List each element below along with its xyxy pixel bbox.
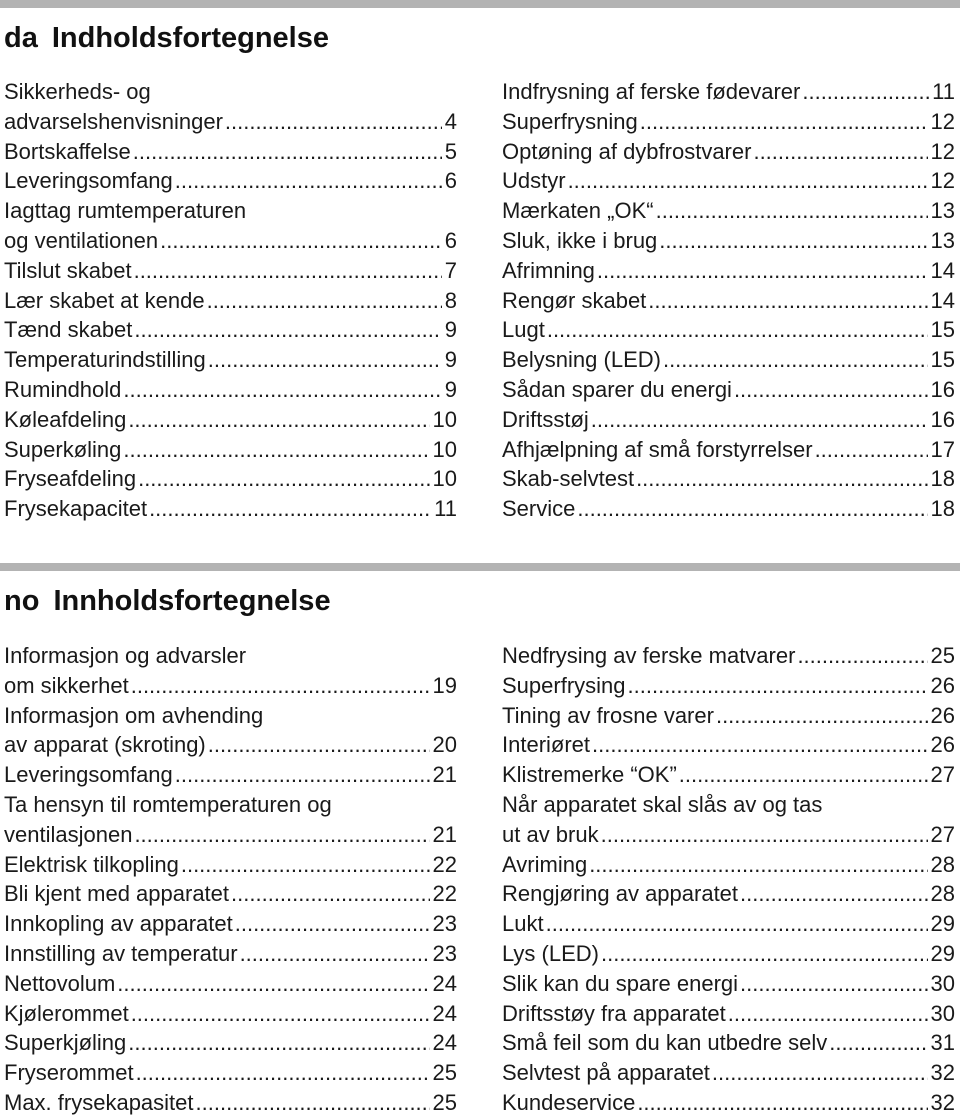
language-code: da <box>4 22 38 54</box>
dot-leader <box>740 969 927 999</box>
dot-leader <box>208 730 430 760</box>
dot-leader <box>712 1058 928 1088</box>
dot-leader <box>591 405 928 435</box>
toc-entry-page: 26 <box>930 672 955 698</box>
toc-entry[interactable] <box>4 226 457 256</box>
toc-entry-page: 7 <box>444 257 457 283</box>
toc-entry-title: Slik kan du spare energi <box>502 970 739 996</box>
toc-entry-title: Fryseafdeling <box>4 466 137 492</box>
toc-title: Innholdsfortegnelse <box>53 585 331 617</box>
toc-entry-title: Små feil som du kan utbedre selv <box>502 1030 828 1056</box>
dot-leader <box>663 345 928 375</box>
toc-entry[interactable] <box>502 345 955 375</box>
toc-entry-title: Elektrisk tilkopling <box>4 851 179 877</box>
toc-entry-page: 31 <box>930 1030 955 1056</box>
toc-entry[interactable] <box>502 701 955 731</box>
toc-entry-title: Udstyr <box>502 168 566 194</box>
toc-entry-title: Rengjøring av apparatet <box>502 881 739 907</box>
dot-leader <box>577 494 927 524</box>
toc-entry-title: Tining av frosne varer <box>502 702 714 728</box>
toc-entry-page: 23 <box>432 940 457 966</box>
dot-leader <box>597 256 928 286</box>
toc-entry-page: 32 <box>930 1089 955 1115</box>
dot-leader <box>753 137 927 167</box>
toc-entry-page: 15 <box>930 317 955 343</box>
dot-leader <box>547 315 928 345</box>
toc-entry-title: Superfrysning <box>502 108 638 134</box>
dot-leader <box>131 999 430 1029</box>
dot-leader <box>601 939 928 969</box>
toc-entry-page: 18 <box>930 466 955 492</box>
toc-entry-title: Innkopling av apparatet <box>4 911 233 937</box>
toc-entry[interactable] <box>4 641 457 671</box>
toc-entry-title: Rengør skabet <box>502 287 647 313</box>
dot-leader <box>133 137 442 167</box>
toc-column-left <box>4 77 457 524</box>
toc-entry[interactable] <box>4 107 457 137</box>
toc-entry-title: Superkøling <box>4 436 122 462</box>
toc-entry-title: Afhjælpning af små forstyrrelser <box>502 436 813 462</box>
dot-leader <box>149 494 431 524</box>
dot-leader <box>829 1028 927 1058</box>
toc-entry-page: 30 <box>930 1000 955 1026</box>
toc-entry[interactable] <box>4 850 457 880</box>
toc-entry-page: 30 <box>930 970 955 996</box>
dot-leader <box>181 850 430 880</box>
toc-entry[interactable] <box>502 730 955 760</box>
toc-entry-title: Afrimning <box>502 257 595 283</box>
dot-leader <box>131 671 430 701</box>
dot-leader <box>802 77 929 107</box>
toc-entry-page: 13 <box>930 227 955 253</box>
toc-entry-title: Mærkaten „OK“ <box>502 198 654 224</box>
toc-entry-title: Sikkerheds- og <box>4 79 151 104</box>
toc-entry-page: 8 <box>444 287 457 313</box>
toc-entry[interactable] <box>502 256 955 286</box>
toc-entry[interactable] <box>502 820 955 850</box>
toc-entry-page: 26 <box>930 702 955 728</box>
toc-entry-title: Lukt <box>502 911 544 937</box>
toc-entry[interactable] <box>4 879 457 909</box>
toc-entry-title: Klistremerke “OK” <box>502 762 677 788</box>
toc-entry-title: Når apparatet skal slås av og tas <box>502 791 823 817</box>
dot-leader <box>196 1088 430 1118</box>
dot-leader <box>815 435 928 465</box>
toc-entry-page: 32 <box>930 1060 955 1086</box>
toc-entry-page: 6 <box>444 168 457 194</box>
toc-entry[interactable] <box>4 196 457 226</box>
toc-entry[interactable] <box>502 435 955 465</box>
toc-entry[interactable] <box>4 939 457 969</box>
toc-entry[interactable] <box>502 939 955 969</box>
toc-entry-title: og ventilationen <box>4 227 159 253</box>
toc-entry-page: 27 <box>930 762 955 788</box>
toc-title: Indholdsfortegnelse <box>51 22 329 54</box>
toc-entry-page: 29 <box>930 911 955 937</box>
toc-entry-page: 10 <box>432 436 457 462</box>
toc-entry-title: Superfrysing <box>502 672 626 698</box>
dot-leader <box>797 641 927 671</box>
toc-entry-page: 19 <box>432 672 457 698</box>
language-code: no <box>4 585 40 617</box>
toc-entry-page: 24 <box>432 970 457 996</box>
toc-entry-title: Nettovolum <box>4 970 116 996</box>
toc-entry-title: ut av bruk <box>502 821 599 847</box>
section-heading-no <box>4 585 331 618</box>
dot-leader <box>117 969 429 999</box>
toc-entry-title: Leveringsomfang <box>4 762 173 788</box>
toc-entry-title: Iagttag rumtemperaturen <box>4 198 247 224</box>
toc-entry[interactable] <box>4 999 457 1029</box>
toc-entry-title: Lys (LED) <box>502 940 599 966</box>
toc-entry-page: 18 <box>930 496 955 522</box>
toc-entry-title: Køleafdeling <box>4 406 127 432</box>
toc-entry[interactable] <box>502 494 955 524</box>
toc-entry[interactable] <box>4 166 457 196</box>
dot-leader <box>568 166 928 196</box>
dot-leader <box>134 315 441 345</box>
toc-entry[interactable] <box>4 375 457 405</box>
dot-leader <box>592 730 927 760</box>
dot-leader <box>225 107 442 137</box>
dot-leader <box>175 760 430 790</box>
dot-leader <box>207 286 442 316</box>
toc-entry-title: Kjølerommet <box>4 1000 129 1026</box>
dot-leader <box>160 226 442 256</box>
toc-entry-page: 21 <box>432 762 457 788</box>
toc-entry[interactable] <box>502 671 955 701</box>
toc-entry-title: Belysning (LED) <box>502 347 661 373</box>
toc-entry-title: advarselshenvisninger <box>4 108 223 134</box>
dot-leader <box>138 464 429 494</box>
toc-entry-title: Bortskaffelse <box>4 138 131 164</box>
toc-entry-title: Lær skabet at kende <box>4 287 205 313</box>
section-divider-da <box>0 0 960 8</box>
toc-entry[interactable] <box>502 879 955 909</box>
dot-leader <box>728 999 928 1029</box>
dot-leader <box>679 760 928 790</box>
toc-entry-title: Interiøret <box>502 732 591 758</box>
toc-entry[interactable] <box>4 1088 457 1118</box>
toc-entry[interactable] <box>4 286 457 316</box>
toc-entry-page: 28 <box>930 881 955 907</box>
toc-entry-page: 14 <box>930 257 955 283</box>
toc-entry[interactable] <box>4 77 457 107</box>
dot-leader <box>656 196 928 226</box>
toc-entry-title: Selvtest på apparatet <box>502 1060 710 1086</box>
toc-entry[interactable] <box>502 286 955 316</box>
dot-leader <box>240 939 430 969</box>
toc-entry[interactable] <box>502 464 955 494</box>
toc-entry-title: Fryserommet <box>4 1060 134 1086</box>
toc-entry[interactable] <box>502 641 955 671</box>
toc-entry-title: Max. frysekapasitet <box>4 1089 194 1115</box>
toc-entry[interactable] <box>4 345 457 375</box>
toc-entry-page: 11 <box>434 496 457 522</box>
toc-entry[interactable] <box>502 226 955 256</box>
dot-leader <box>636 464 927 494</box>
dot-leader <box>123 435 429 465</box>
toc-entry-page: 22 <box>432 851 457 877</box>
toc-entry-page: 21 <box>432 821 457 847</box>
toc-entry[interactable] <box>502 760 955 790</box>
toc-entry[interactable] <box>4 701 457 731</box>
toc-entry-page: 10 <box>432 466 457 492</box>
toc-entry[interactable] <box>502 909 955 939</box>
toc-entry-page: 15 <box>930 347 955 373</box>
section-divider-no <box>0 563 960 571</box>
toc-entry-page: 25 <box>930 643 955 668</box>
toc-entry-page: 12 <box>930 138 955 164</box>
dot-leader <box>740 879 927 909</box>
toc-entry-title: Informasjon om avhending <box>4 702 264 728</box>
toc-entry-page: 14 <box>930 287 955 313</box>
toc-entry[interactable] <box>4 790 457 820</box>
toc-entry[interactable] <box>4 137 457 167</box>
toc-column-right <box>502 77 955 524</box>
toc-entry-page: 10 <box>432 406 457 432</box>
toc-entry-page: 5 <box>444 138 457 164</box>
toc-entry[interactable] <box>4 730 457 760</box>
toc-entry-title: Innstilling av temperatur <box>4 940 238 966</box>
dot-leader <box>134 256 442 286</box>
toc-entry-title: Indfrysning af ferske fødevarer <box>502 79 801 104</box>
toc-entry-title: Tilslut skabet <box>4 257 132 283</box>
toc-entry-title: Skab-selvtest <box>502 466 635 492</box>
toc-entry[interactable] <box>502 166 955 196</box>
toc-entry-title: Lugt <box>502 317 545 343</box>
toc-entry-title: Tænd skabet <box>4 317 133 343</box>
toc-entry-title: Optøning af dybfrostvarer <box>502 138 752 164</box>
toc-entry[interactable] <box>502 107 955 137</box>
toc-entry[interactable] <box>4 820 457 850</box>
toc-entry-page: 16 <box>930 406 955 432</box>
dot-leader <box>235 909 430 939</box>
toc-entry-title: om sikkerhet <box>4 672 129 698</box>
section-heading-da <box>4 22 329 55</box>
dot-leader <box>123 375 441 405</box>
toc-entry-page: 17 <box>930 436 955 462</box>
toc-entry-page: 27 <box>930 821 955 847</box>
toc-entry[interactable] <box>4 671 457 701</box>
toc-entry-title: Bli kjent med apparatet <box>4 881 230 907</box>
toc-entry-title: Sådan sparer du energi <box>502 376 732 402</box>
toc-entry[interactable] <box>502 196 955 226</box>
toc-entry[interactable] <box>4 435 457 465</box>
toc-entry-page: 11 <box>932 79 955 104</box>
toc-entry[interactable] <box>4 1028 457 1058</box>
toc-entry-title: Driftsstøy fra apparatet <box>502 1000 726 1026</box>
toc-entry[interactable] <box>4 256 457 286</box>
toc-entry-page: 12 <box>930 108 955 134</box>
toc-entry[interactable] <box>4 1058 457 1088</box>
toc-entry-title: Temperaturindstilling <box>4 347 206 373</box>
dot-leader <box>128 1028 429 1058</box>
toc-entry-title: av apparat (skroting) <box>4 732 206 758</box>
toc-entry-page: 20 <box>432 732 457 758</box>
toc-entry-title: Rumindhold <box>4 376 122 402</box>
toc-entry-page: 9 <box>444 347 457 373</box>
toc-entry-title: Frysekapacitet <box>4 496 148 522</box>
toc-entry-page: 6 <box>444 227 457 253</box>
toc-entry[interactable] <box>502 1088 955 1118</box>
toc-entry-page: 12 <box>930 168 955 194</box>
toc-entry[interactable] <box>502 405 955 435</box>
toc-entry-page: 25 <box>432 1060 457 1086</box>
toc-entry[interactable] <box>502 1058 955 1088</box>
dot-leader <box>734 375 928 405</box>
toc-entry[interactable] <box>502 1028 955 1058</box>
toc-entry-page: 22 <box>432 881 457 907</box>
dot-leader <box>601 820 928 850</box>
toc-entry-page: 9 <box>444 317 457 343</box>
dot-leader <box>128 405 429 435</box>
dot-leader <box>659 226 927 256</box>
toc-entry[interactable] <box>4 760 457 790</box>
toc-entry[interactable] <box>4 909 457 939</box>
dot-leader <box>589 850 927 880</box>
toc-entry-page: 16 <box>930 376 955 402</box>
toc-entry-page: 9 <box>444 376 457 402</box>
toc-entry[interactable] <box>502 790 955 820</box>
toc-entry-page: 28 <box>930 851 955 877</box>
dot-leader <box>208 345 442 375</box>
toc-entry-title: Informasjon og advarsler <box>4 643 247 668</box>
toc-column-right <box>502 641 955 1118</box>
dot-leader <box>546 909 928 939</box>
toc-entry-title: Sluk, ikke i brug <box>502 227 658 253</box>
toc-entry-title: Ta hensyn til romtemperaturen og <box>4 791 332 817</box>
toc-entry-title: Nedfrysing av ferske matvarer <box>502 643 796 668</box>
toc-entry[interactable] <box>502 137 955 167</box>
toc-entry-page: 26 <box>930 732 955 758</box>
toc-entry[interactable] <box>4 969 457 999</box>
dot-leader <box>640 107 928 137</box>
dot-leader <box>716 701 928 731</box>
dot-leader <box>637 1088 927 1118</box>
dot-leader <box>648 286 927 316</box>
toc-entry[interactable] <box>502 315 955 345</box>
dot-leader <box>175 166 442 196</box>
toc-entry-title: Superkjøling <box>4 1030 127 1056</box>
toc-entry[interactable] <box>502 375 955 405</box>
toc-entry-title: Service <box>502 496 576 522</box>
toc-entry[interactable] <box>4 315 457 345</box>
toc-entry[interactable] <box>4 464 457 494</box>
toc-entry-page: 13 <box>930 198 955 224</box>
toc-entry-title: Kundeservice <box>502 1089 636 1115</box>
toc-entry-title: Leveringsomfang <box>4 168 173 194</box>
toc-column-left <box>4 641 457 1118</box>
toc-entry-page: 23 <box>432 911 457 937</box>
toc-entry-page: 25 <box>432 1089 457 1115</box>
toc-entry-page: 4 <box>444 108 457 134</box>
toc-entry[interactable] <box>4 405 457 435</box>
toc-entry-page: 24 <box>432 1000 457 1026</box>
toc-entry-title: Avriming <box>502 851 588 877</box>
toc-entry[interactable] <box>502 850 955 880</box>
dot-leader <box>134 820 429 850</box>
dot-leader <box>136 1058 430 1088</box>
dot-leader <box>231 879 429 909</box>
toc-entry[interactable] <box>502 77 955 107</box>
toc-entry[interactable] <box>502 999 955 1029</box>
toc-entry-title: ventilasjonen <box>4 821 133 847</box>
dot-leader <box>628 671 928 701</box>
toc-entry[interactable] <box>4 494 457 524</box>
toc-entry-page: 29 <box>930 940 955 966</box>
toc-entry-page: 24 <box>432 1030 457 1056</box>
toc-entry-title: Driftsstøj <box>502 406 589 432</box>
toc-entry[interactable] <box>502 969 955 999</box>
